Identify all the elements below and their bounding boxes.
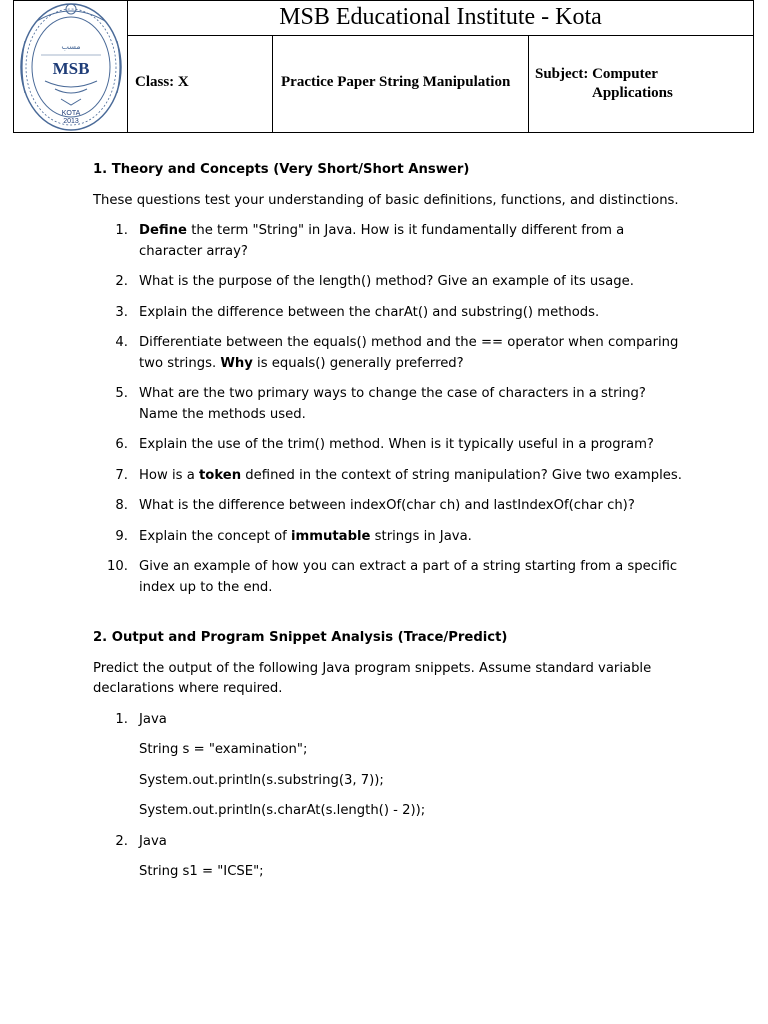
snippet-language: Java xyxy=(139,711,167,727)
header-table xyxy=(13,0,754,133)
logo-year: 2013 xyxy=(63,118,79,125)
question-item: 9. Explain the concept of immutable strings in Java. xyxy=(115,528,472,544)
section2-intro: Predict the output of the following Java program snippets. Assume standard variable declarations where required. xyxy=(93,660,652,696)
snippet-language: Java xyxy=(139,833,167,849)
subject-line-1: Subject: Computer xyxy=(535,66,658,82)
section2-heading: 2. Output and Program Snippet Analysis (Trace/Predict) xyxy=(93,630,508,645)
snippet-item: 1. Java String s = "examination"; System.out.println(s.substring(3, 7)); System.out.println(s.charAt(s.length() - 2)); xyxy=(93,710,683,822)
snippet-list xyxy=(93,710,683,883)
question-item: 4. Differentiate between the equals() method and the == operator when comparing two strings. Why is equals() generally preferred? xyxy=(115,335,679,371)
section1-heading: 1. Theory and Concepts (Very Short/Short Answer) xyxy=(93,162,470,177)
question-item: 8. What is the difference between indexOf(char ch) and lastIndexOf(char ch)? xyxy=(115,498,635,513)
logo-arabic: مسب xyxy=(61,42,81,51)
institute-logo xyxy=(15,1,127,132)
logo-cell xyxy=(14,1,128,132)
code-line: String s1 = "ICSE"; xyxy=(139,864,264,879)
snippet-item: 2. Java String s1 = "ICSE"; xyxy=(93,832,683,883)
logo-city: KOTA xyxy=(61,110,81,117)
question-item: 5. What are the two primary ways to change the case of characters in a string? Name the methods used. xyxy=(115,386,646,422)
paper-title: Practice Paper String Manipulation xyxy=(273,36,529,132)
subject-cell xyxy=(529,36,753,132)
class-label: Class: X xyxy=(128,36,273,132)
subject-line-2: Applications xyxy=(592,85,673,101)
institute-title: MSB Educational Institute - Kota xyxy=(128,1,753,36)
logo-text: MSB xyxy=(52,59,90,78)
code-line: System.out.println(s.charAt(s.length() - 2)); xyxy=(139,803,426,818)
theory-question-list xyxy=(93,221,683,598)
question-item: 6. Explain the use of the trim() method. When is it typically useful in a program? xyxy=(115,437,654,452)
question-item: 2. What is the purpose of the length() method? Give an example of its usage. xyxy=(115,274,634,289)
question-item: 1. Define the term "String" in Java. How is it fundamentally different from a character array? xyxy=(115,223,625,259)
question-item: 3. Explain the difference between the charAt() and substring() methods. xyxy=(115,304,600,320)
code-line: System.out.println(s.substring(3, 7)); xyxy=(139,772,384,788)
question-item: 10. Give an example of how you can extract a part of a string starting from a specific index up to the end. xyxy=(107,559,678,595)
document-body xyxy=(93,160,683,883)
section1-intro: These questions test your understanding of basic definitions, functions, and distinctions. xyxy=(93,192,679,208)
code-line: String s = "examination"; xyxy=(139,742,308,757)
question-item: 7. How is a token defined in the context of string manipulation? Give two examples. xyxy=(115,467,682,483)
